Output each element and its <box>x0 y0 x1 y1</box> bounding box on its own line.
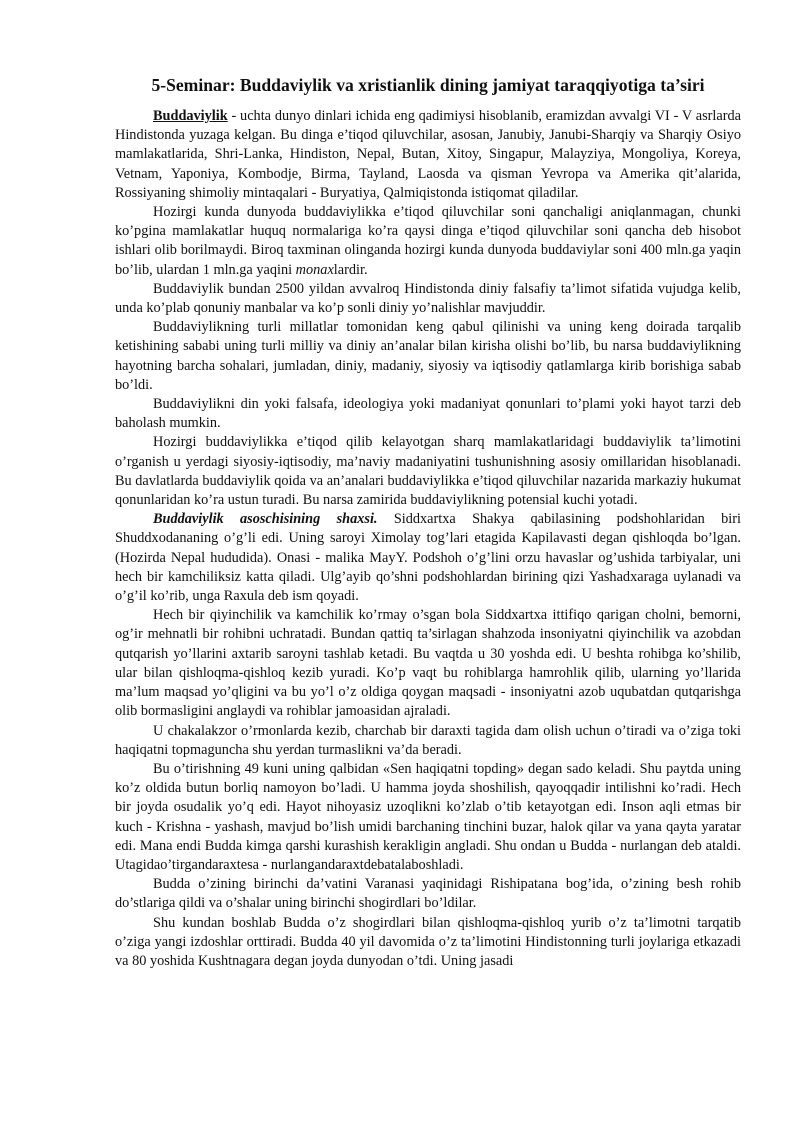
paragraph-9: U chakalakzor o’rmonlarda kezib, charchab bir daraxti tagida dam olish uchun o’tiradi va o’ziga toki haqiqatni topmaguncha shu yerdan turmaslikni va’da beradi. <box>115 722 741 758</box>
paragraph-4: Buddaviylikning turli millatlar tomonidan keng qabul qilinishi va uning keng doirada tarqalib ketishining sababi uning turli milliy va diniy an’analar bilan kirisha olishi bo’lib, bu narsa buddaviylikning hayotning barcha sohalari, jumladan, diniy, madaniy, siyosiy va iqtisodiy qatlamlarga kirib borishiga sabab bo’ldi. <box>115 319 741 393</box>
term-buddaviylik: Buddaviylik <box>153 108 228 124</box>
paragraph-11: Budda o’zining birinchi da’vatini Varanasi yaqinidagi Rishipatana bog’ida, o’zining besh rohib do’stlariga qildi va o’shalar uning birinchi shogirdlari bo’ldilar. <box>115 876 741 912</box>
term-founder-personality: Buddaviylik asoschisining shaxsi. <box>153 511 378 528</box>
paragraph-2-tail: lardir. <box>333 261 368 278</box>
document-page <box>115 74 741 971</box>
paragraph-3: Buddaviylik bundan 2500 yildan avvalroq Hindistonda diniy falsafiy ta’limot sifatida vujudga kelib, unda ko’plab qonuniy manbalar va ko’p sonli diniy yo’nalishlar mavjuddir. <box>115 280 741 317</box>
paragraph-6: Hozirgi buddaviylikka e’tiqod qilib kelayotgan sharq mamlakatlaridagi buddaviylik ta’limotini o’rganish u yerdagi siyosiy-iqtisodiy, ma’naviy madaniyatini tushunishning asosiy omillaridan hisoblanadi. Bu davlatlarda buddaviylik qoida va an’analari buddaviylikka e’tiqod qiluvchilar nazarida markaziy hukumat qonunlaridan ko’ra ustun turadi. Bu narsa zamirida buddaviylikning potensial kuchi yotadi. <box>115 434 741 509</box>
paragraph-2-text: Hozirgi kunda dunyoda buddaviylikka e’tiqod qiluvchilar soni qanchaligi aniqlanmagan, chunki ko’pgina mamlakatlar huquq normalariga ko’ra qaysi dinga e’tiqod qiluvchilar soni qancha deb hisobot ishlari olib borilmaydi. Biroq taxminan olinganda hozirgi kunda dunyoda buddaviylar soni 400 mln.ga yaqin bo’lib, ulardan 1 mln.ga yaqini <box>115 204 741 278</box>
paragraph-2-emphasis: monax <box>295 261 334 278</box>
paragraph-10: Bu o’tirishning 49 kuni uning qalbidan «Sen haqiqatni topding» degan sado keladi. Shu paytda uning ko’z oldida butun borliq namoyon bo’ladi. U hamma joyda shoshilish, qayoqqadir intilishni ko’radi. Hech bir joyda osudalik yo’q edi. Hayot nihoyasiz uzoqlikni ko’zlab o’tib ketayotgan edi. Inson aqli etmas bir kuch - Krishna - yashash, mavjud bo’lish umidi barchaning tinchini buzar, halok qilar va yana qayta yaratar edi. Mana endi Budda kimga qarshi kurashish kerakligin angladi. Shu ondan u Budda - nurlangan deb ataldi. Utagidao’tirgandaraxtesa - nurlangandaraxtdebatalaboshladi. <box>115 760 741 873</box>
paragraph-2 <box>115 203 741 280</box>
paragraph-7 <box>115 510 741 606</box>
paragraph-5: Buddaviylikni din yoki falsafa, ideologiya yoki madaniyat qonunlari to’plami yoki hayot tarzi deb baholash mumkin. <box>115 396 741 432</box>
paragraph-8: Hech bir qiyinchilik va kamchilik ko’rmay o’sgan bola Siddxartxa ittifiqo qarigan cholni, bemorni, og’ir mehnatli bir rohibni uchratadi. Bundan qattiq ta’sirlagan shahzoda insoniyatni qiyinchilik va azobdan qutqarish yo’llarini axtarib saroyni tashlab ketadi. Bu vaqtda u 30 yoshda edi. U beshta rohibga ko’shilib, ular bilan qishloqma-qishloq kezib yuradi. Ko’p vaqt bu rohiblarga hamrohlik qilib, ularning yo’llarida ma’lum maqsad yo’qligini va bu yo’l o’z oldiga qoygan maqsadi - insoniyatni azob uqubatdan qutqarishga olib bormasligini anglaydi va rohiblar jamoasidan ajraladi. <box>115 607 741 720</box>
paragraph-1-text: - uchta dunyo dinlari ichida eng qadimiysi hisoblanib, eramizdan avvalgi VI - V asrlarda Hindistonda yuzaga kelgan. Bu dinga e’tiqod qiluvchilar, asosan, Janubiy, Janubi-Sharqiy va Sharqiy Osiyo mamlakatlarida, Shri-Lanka, Hindiston, Nepal, Butan, Xitoy, Singapur, Malayziya, Mongoliya, Koreya, Vetnam, Yaponiya, Kombodje, Birma, Tayland, Laosda va qisman Yevropa va Amerika qit’alarida, Rossiyaning shimoliy mintaqalari - Buryatiya, Qalmiqistonda istiqomat qiladilar. <box>115 108 741 201</box>
paragraph-7-text: Siddxartxa Shakya qabilasining podshohlaridan biri Shuddxodananing o’g’li edi. Uning saroyi Ximolay tog’lari etagida Kapilavasti degan qishloqda bo’lgan. (Hozirda Nepal hududida). Onasi - malika MayY. Podshoh o’g’lini orzu havaslar og’ushida tarbiyalar, uni hech bir kamchiliksiz katta qiladi. Ulg’ayib qo’shni podshohlardan birining qizi Yashadxaraga uylanadi va o’g’il ko’rib, unga Raxula deb ism qoyadi. <box>115 511 741 605</box>
page-title: 5-Seminar: Buddaviylik va xristianlik dining jamiyat taraqqiyotiga ta’siri <box>151 75 705 95</box>
paragraph-12: Shu kundan boshlab Budda o’z shogirdlari bilan qishloqma-qishloq yurib o’z ta’limotni tarqatib o’ziga yangi izdoshlar orttiradi. Budda 40 yil davomida o’z ta’limotini Hindistonning turli joylariga etkazadi va 80 yoshida Kushtnagara degan joyda dunyodan o’tdi. Uning jasadi <box>115 914 741 969</box>
paragraph-1 <box>115 107 741 203</box>
